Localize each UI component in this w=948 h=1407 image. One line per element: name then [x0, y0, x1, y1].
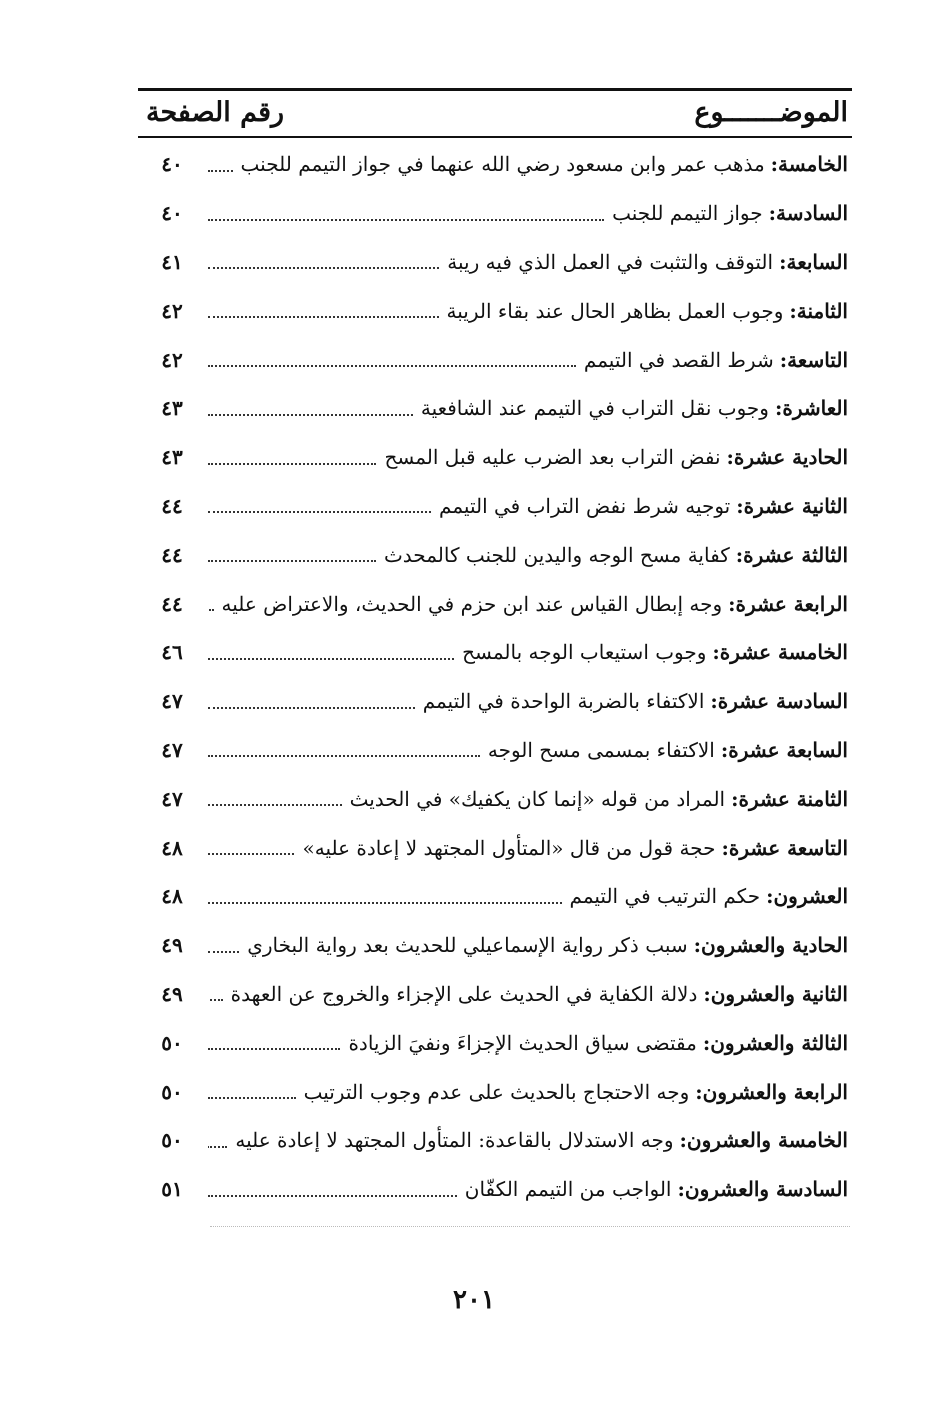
entry-label: الخامسة: [770, 152, 848, 177]
entry-title: حجة قول من قال «المتأول المجتهد لا إعادة عليه» [302, 835, 716, 860]
dot-leader [208, 706, 415, 709]
entry-label: السادسة عشرة: [710, 689, 848, 714]
entry-page-number: ٤٨ [161, 884, 183, 909]
entry-label: الخامسة والعشرون: [679, 1128, 848, 1153]
entry-title: وجوب استيعاب الوجه بالمسح [462, 640, 707, 665]
toc-entry [138, 286, 852, 335]
entry-label: التاسعة عشرة: [721, 835, 848, 860]
dot-leader [208, 559, 376, 562]
dot-leader [208, 950, 239, 953]
entry-page-number: ٤٩ [161, 933, 183, 958]
entry-title: نفض التراب بعد الضرب عليه قبل المسح [384, 445, 721, 470]
dot-leader [208, 657, 454, 660]
toc-entry [138, 238, 852, 287]
toc-entry [138, 433, 852, 482]
dot-leader [208, 1096, 296, 1099]
entry-label: التاسعة: [779, 347, 848, 372]
entry-label: السادسة والعشرون: [677, 1177, 848, 1202]
entry-page-number: ٤٤ [161, 591, 183, 616]
dot-leader [208, 754, 480, 757]
entry-title: وجه الاحتجاج بالحديث على عدم وجوب الترتيب [303, 1079, 690, 1104]
dot-leader [208, 169, 233, 172]
entry-page-number: ٤٢ [161, 347, 183, 372]
toc-entry [138, 1018, 852, 1067]
entry-title: حكم الترتيب في التيمم [569, 884, 761, 909]
entry-page-number: ٤٤ [161, 542, 183, 567]
entry-title: مقتضى سياق الحديث الإجزاءَ ونفيَ الزيادة [348, 1030, 697, 1055]
entry-label: الثالثة والعشرون: [702, 1030, 848, 1055]
entry-label: السابعة عشرة: [720, 737, 848, 762]
entry-label: الرابعة عشرة: [728, 591, 848, 616]
dot-leader [208, 803, 342, 806]
entry-page-number: ٤٠ [161, 201, 183, 226]
toc-entry [138, 140, 852, 189]
dot-leader [208, 413, 413, 416]
entry-label: الثامنة: [789, 298, 848, 323]
topic-column-heading: الموضـــــــوع [694, 97, 848, 128]
toc-header [138, 92, 852, 134]
entry-page-number: ٤٧ [161, 737, 183, 762]
entry-page-number: ٤٢ [161, 298, 183, 323]
page-column-heading: رقم الصفحة [146, 97, 285, 128]
entry-title: شرط القصد في التيمم [583, 347, 774, 372]
entry-label: الخامسة عشرة: [712, 640, 848, 665]
entry-page-number: ٤٧ [161, 689, 183, 714]
toc-entry [138, 579, 852, 628]
entry-label: الثامنة عشرة: [731, 786, 848, 811]
toc-entry [138, 677, 852, 726]
entry-title: مذهب عمر وابن مسعود رضي الله عنهما في جواز التيمم للجنب [240, 152, 765, 177]
entry-page-number: ٤٨ [161, 835, 183, 860]
dot-leader [208, 998, 223, 1001]
entry-page-number: ٤٣ [161, 445, 183, 470]
dot-leader [208, 608, 214, 611]
entry-title: الواجب من التيمم الكفّان [464, 1177, 672, 1202]
entry-title: وجوب نقل التراب في التيمم عند الشافعية [420, 396, 769, 421]
toc-entry [138, 482, 852, 531]
toc-entries [138, 140, 852, 1214]
dot-leader [208, 852, 294, 855]
entry-title: كفاية مسح الوجه واليدين للجنب كالمحدث [383, 542, 730, 567]
entry-label: الحادية والعشرون: [693, 933, 848, 958]
toc-entry [138, 628, 852, 677]
entry-page-number: ٤٩ [161, 981, 183, 1006]
entry-label: الثالثة عشرة: [735, 542, 848, 567]
entry-title: سبب ذكر رواية الإسماعيلي للحديث بعد رواية البخاري [247, 933, 688, 958]
entry-page-number: ٤٦ [161, 640, 183, 665]
toc-entry [138, 1067, 852, 1116]
toc-entry [138, 530, 852, 579]
toc-entry [138, 1165, 852, 1214]
entry-page-number: ٤٤ [161, 493, 183, 518]
entry-label: السابعة: [779, 249, 848, 274]
entry-page-number: ٥٠ [161, 1079, 183, 1104]
entry-label: العشرون: [766, 884, 848, 909]
page-number: ٢٠١ [453, 1285, 495, 1315]
toc-entry [138, 970, 852, 1019]
dot-leader [208, 510, 431, 513]
toc-entry [138, 726, 852, 775]
toc-entry [138, 189, 852, 238]
dot-leader [208, 266, 439, 269]
entry-label: الثانية عشرة: [736, 493, 848, 518]
entry-page-number: ٥٠ [161, 1128, 183, 1153]
dot-leader [208, 218, 604, 221]
entry-page-number: ٥١ [161, 1177, 183, 1202]
header-rule [138, 136, 852, 138]
top-rule [138, 88, 852, 91]
entry-title: المراد من قوله «إنما كان يكفيك» في الحديث [349, 786, 726, 811]
dot-leader [208, 315, 439, 318]
entry-title: وجوب العمل بظاهر الحال عند بقاء الريبة [446, 298, 784, 323]
entry-title: وجه إبطال القياس عند ابن حزم في الحديث، والاعتراض عليه [221, 591, 723, 616]
toc-entry [138, 384, 852, 433]
dot-leader [208, 1145, 227, 1148]
entry-label: الحادية عشرة: [726, 445, 848, 470]
entry-label: السادسة: [768, 201, 848, 226]
bottom-dotted-rule [210, 1226, 850, 1227]
toc-entry [138, 921, 852, 970]
dot-leader [208, 901, 562, 904]
entry-title: جواز التيمم للجنب [612, 201, 763, 226]
toc-entry [138, 774, 852, 823]
toc-entry [138, 823, 852, 872]
entry-label: العاشرة: [774, 396, 848, 421]
toc-entry [138, 1116, 852, 1165]
entry-page-number: ٤١ [161, 249, 183, 274]
entry-title: وجه الاستدلال بالقاعدة: المتأول المجتهد لا إعادة عليه [235, 1128, 674, 1153]
toc-entry [138, 335, 852, 384]
entry-title: دلالة الكفاية في الحديث على الإجزاء والخروج عن العهدة [230, 981, 698, 1006]
entry-title: الاكتفاء بالضربة الواحدة في التيمم [422, 689, 705, 714]
entry-page-number: ٤٠ [161, 152, 183, 177]
dot-leader [208, 462, 376, 465]
dot-leader [208, 1047, 340, 1050]
entry-label: الرابعة والعشرون: [695, 1079, 848, 1104]
entry-page-number: ٤٣ [161, 396, 183, 421]
entry-page-number: ٤٧ [161, 786, 183, 811]
toc-entry [138, 872, 852, 921]
entry-label: الثانية والعشرون: [703, 981, 848, 1006]
dot-leader [208, 364, 576, 367]
entry-page-number: ٥٠ [161, 1030, 183, 1055]
dot-leader [208, 1194, 457, 1197]
entry-title: الاكتفاء بمسمى مسح الوجه [487, 737, 715, 762]
entry-title: التوقف والتثبت في العمل الذي فيه ريبة [447, 249, 774, 274]
entry-title: توجيه شرط نفض التراب في التيمم [439, 493, 731, 518]
